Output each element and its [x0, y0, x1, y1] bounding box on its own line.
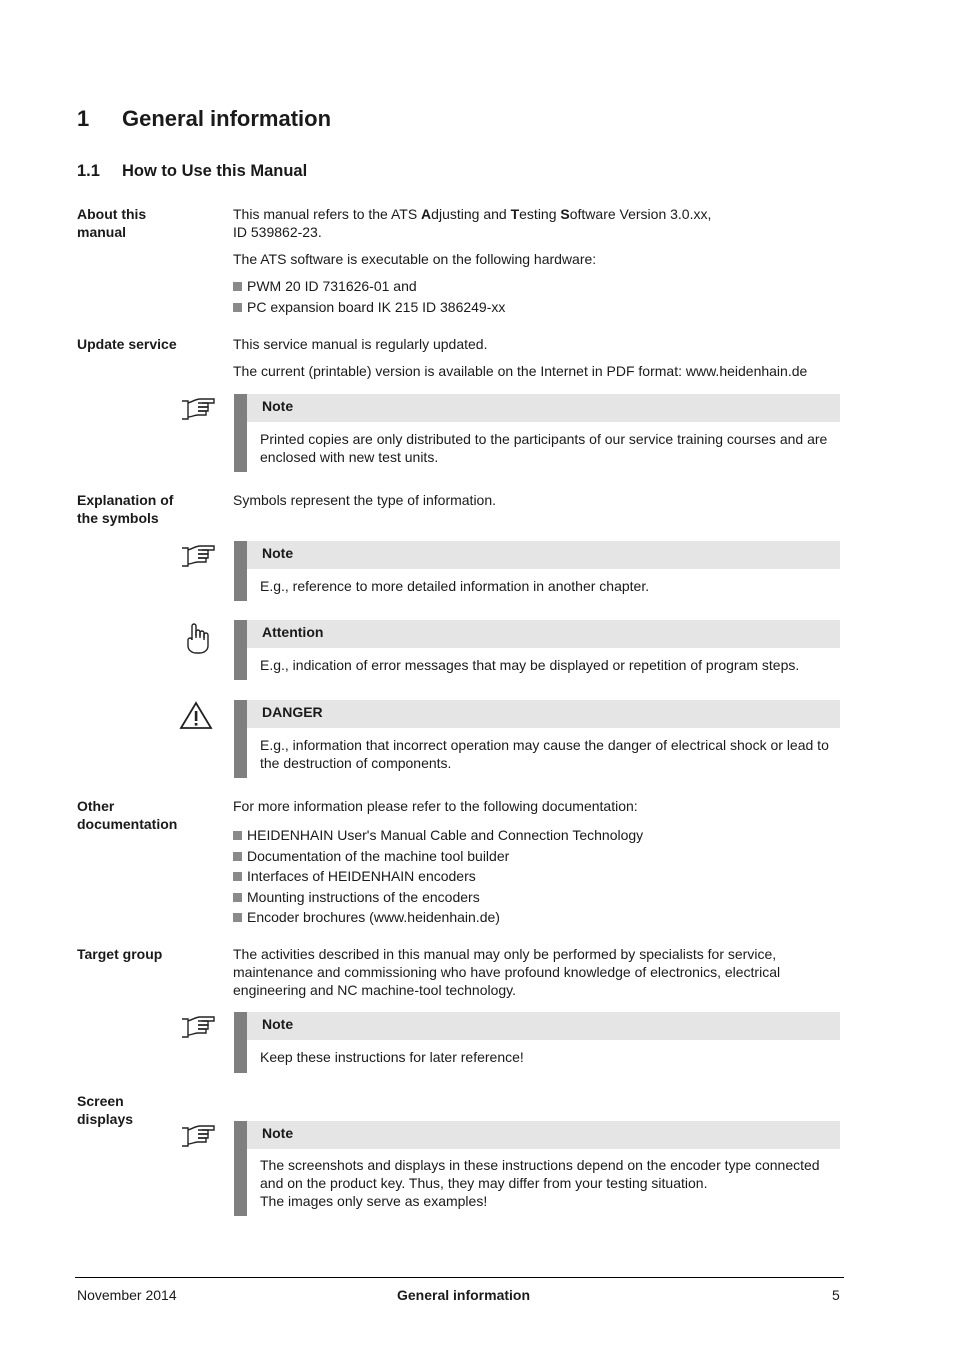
list-item: Encoder brochures (www.heidenhain.de)	[233, 907, 843, 928]
attention-text: E.g., indication of error messages that may be displayed or repetition of program steps.	[260, 657, 800, 673]
note-box: Note Keep these instructions for later reference!	[234, 1012, 840, 1073]
list-item: Mounting instructions of the encoders	[233, 887, 843, 908]
other-intro: For more information please refer to the following documentation:	[233, 798, 638, 814]
danger-box: DANGER E.g., information that incorrect operation may cause the danger of electrical shock or lead to the destruction of components.	[234, 700, 840, 778]
warning-triangle-icon	[178, 700, 218, 732]
footer-rule	[75, 1277, 844, 1278]
screen-label: Screen displays	[77, 1093, 134, 1127]
list-item: Interfaces of HEIDENHAIN encoders	[233, 866, 843, 887]
note-box	[234, 394, 840, 472]
other-doc-list	[233, 825, 843, 928]
list-item: PC expansion board IK 215 ID 386249-xx	[233, 298, 843, 316]
footer-section: General information	[397, 1287, 531, 1303]
attention-box: Attention E.g., indication of error messages that may be displayed or repetition of program steps.	[234, 620, 840, 680]
footer-date: November 2014	[77, 1287, 177, 1303]
note-text: The screenshots and displays in these instructions depend on the encoder type connected and on the product key. Thus, they may differ from your testing situation. The images only serve as examples!	[260, 1157, 820, 1209]
note-bar	[234, 394, 247, 472]
pointing-hand-icon	[178, 1120, 218, 1152]
chapter-title: General information	[122, 106, 332, 131]
note-text: Printed copies are only distributed to the participants of our service training courses and are enclosed with new test units.	[260, 431, 828, 465]
pointing-hand-icon	[178, 1011, 218, 1043]
list-item: PWM 20 ID 731626-01 and	[233, 277, 843, 295]
note-text: Keep these instructions for later reference!	[260, 1049, 524, 1065]
about-hardware-list	[233, 277, 843, 316]
update-label: Update service	[77, 336, 177, 352]
note-box: Note The screenshots and displays in these instructions depend on the encoder type connected and on the product key. Thus, they may differ from your testing situation. The images only serve as examples!	[234, 1121, 840, 1216]
section-number: 1.1	[77, 162, 100, 180]
note-box: Note E.g., reference to more detailed information in another chapter.	[234, 541, 840, 601]
pointing-hand-icon	[178, 540, 218, 572]
other-label: Other documentation	[77, 798, 178, 832]
update-text-2: The current (printable) version is available on the Internet in PDF format: www.heidenhain.de	[233, 363, 808, 379]
about-hardware-intro: The ATS software is executable on the following hardware:	[233, 251, 597, 267]
page-number: 5	[832, 1287, 840, 1303]
chapter-number: 1	[77, 106, 90, 131]
symbols-intro: Symbols represent the type of information.	[233, 492, 497, 508]
symbols-label: Explanation of the symbols	[77, 492, 174, 526]
note-header: Note	[247, 394, 840, 422]
target-text: The activities described in this manual may only be performed by specialists for service, maintenance and commissioning who have profound knowledge of electronics, electrical engineering and NC machine-tool technology.	[233, 946, 781, 998]
about-paragraph: This manual refers to the ATS Adjusting and Testing Software Version 3.0.xx, ID 539862-23.	[233, 206, 712, 240]
danger-text: E.g., information that incorrect operation may cause the danger of electrical shock or lead to the destruction of components.	[260, 737, 829, 771]
update-text-1: This service manual is regularly updated.	[233, 336, 488, 352]
list-item: HEIDENHAIN User's Manual Cable and Connection Technology	[233, 825, 843, 846]
raised-finger-icon	[178, 620, 218, 656]
section-title: How to Use this Manual	[122, 162, 308, 180]
target-label: Target group	[77, 946, 163, 962]
about-label: About this manual	[77, 206, 147, 240]
note-text: E.g., reference to more detailed information in another chapter.	[260, 578, 650, 594]
list-item: Documentation of the machine tool builder	[233, 846, 843, 867]
pointing-hand-icon	[178, 393, 218, 425]
